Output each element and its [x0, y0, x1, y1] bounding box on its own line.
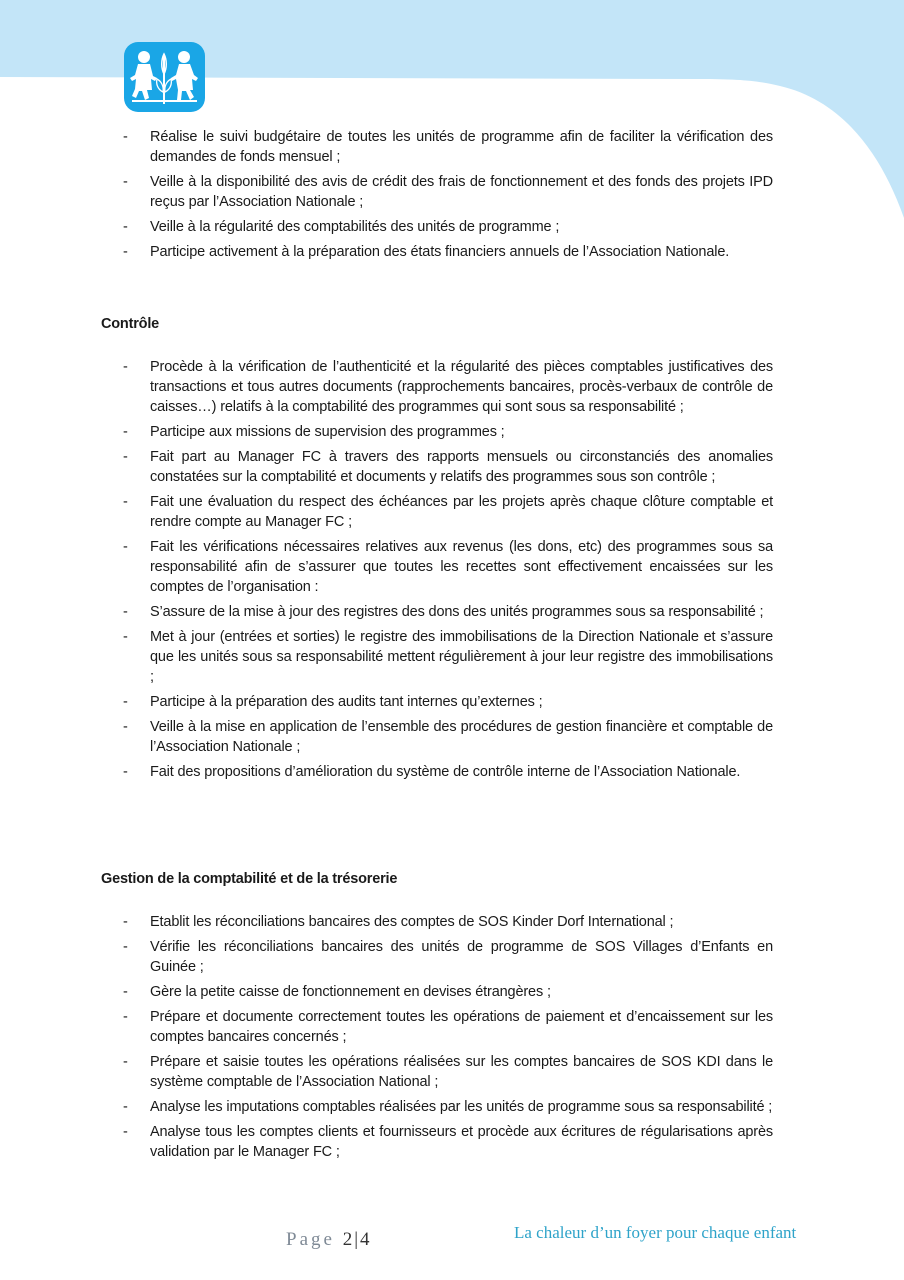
list-item — [0, 627, 904, 687]
list-item — [0, 492, 904, 532]
bullet-dash: - — [123, 174, 128, 190]
footer-slogan: La chaleur d’un foyer pour chaque enfant — [514, 1223, 797, 1242]
bullet-dash: - — [123, 129, 128, 145]
list-item-text: Veille à la disponibilité des avis de crédit des frais de fonctionnement et des fonds des projets IPD reçus par l’Association Nationale ; — [150, 174, 773, 210]
list-item-text: Vérifie les réconciliations bancaires des unités de programme de SOS Villages d’Enfants en Guinée ; — [150, 939, 773, 975]
list-item-text: Participe à la préparation des audits tant internes qu’externes ; — [150, 694, 543, 710]
bullet-dash: - — [123, 539, 128, 555]
list-item — [0, 1052, 904, 1092]
bullet-dash: - — [123, 694, 128, 710]
list-item — [0, 912, 904, 932]
list-item-text: Procède à la vérification de l’authenticité et la régularité des pièces comptables justificatives des transactions et tous autres documents (rapprochements bancaires, procès-verbaux de contrôle de caisses…) relatifs à la comptabilité des programmes qui sont sous sa responsabilité ; — [150, 359, 773, 415]
page-number — [286, 1229, 370, 1251]
list-item-text: Fait les vérifications nécessaires relatives aux revenus (les dons, etc) des programmes sous sa responsabilité afin de s’assurer que toutes les recettes sont effectivement encaissées sur les comptes de l’organisation : — [150, 539, 773, 595]
list-item-text: Prépare et documente correctement toutes les opérations de paiement et d’encaissement sur les comptes bancaires concernés ; — [150, 1009, 773, 1045]
list-item-text: Prépare et saisie toutes les opérations réalisées sur les comptes bancaires de SOS KDI dans le système comptable de l’Association National ; — [150, 1054, 773, 1090]
list-item — [0, 1007, 904, 1047]
bullet-dash: - — [123, 494, 128, 510]
bullet-dash: - — [123, 1124, 128, 1140]
list-item-text: S’assure de la mise à jour des registres des dons des unités programmes sous sa responsabilité ; — [150, 604, 764, 620]
sos-childrens-villages-logo-icon — [124, 42, 205, 112]
bullet-dash: - — [123, 244, 128, 260]
list-item — [0, 127, 904, 167]
list-item — [0, 242, 904, 262]
controle-list — [0, 357, 904, 787]
list-item-text: Etablit les réconciliations bancaires des comptes de SOS Kinder Dorf International ; — [150, 914, 674, 930]
list-item — [0, 717, 904, 757]
bullet-dash: - — [123, 604, 128, 620]
list-item — [0, 357, 904, 417]
list-item — [0, 982, 904, 1002]
bullet-dash: - — [123, 764, 128, 780]
list-item-text: Fait une évaluation du respect des échéances par les projets après chaque clôture comptable et rendre compte au Manager FC ; — [150, 494, 773, 530]
page-current: 2 — [342, 1229, 353, 1250]
bullet-dash: - — [123, 1054, 128, 1070]
list-item — [0, 692, 904, 712]
bullet-dash: - — [123, 359, 128, 375]
list-item — [0, 1097, 904, 1117]
section-heading-controle: Contrôle — [101, 316, 160, 332]
page-total: 4 — [360, 1229, 370, 1250]
list-item — [0, 937, 904, 977]
list-item-text: Fait des propositions d’amélioration du système de contrôle interne de l’Association Nationale. — [150, 764, 741, 780]
list-item-text: Fait part au Manager FC à travers des rapports mensuels ou circonstanciés des anomalies constatées sur la comptabilité et documents y relatifs des programmes sous son contrôle ; — [150, 449, 773, 485]
bullet-dash: - — [123, 914, 128, 930]
list-item-text: Met à jour (entrées et sorties) le registre des immobilisations de la Direction Nationale et s’assure que les unités sous sa responsabilité mettent régulièrement à jour leur registre des immobilisations ; — [150, 629, 773, 685]
list-item-text: Gère la petite caisse de fonctionnement en devises étrangères ; — [150, 984, 551, 1000]
list-item — [0, 447, 904, 487]
list-item — [0, 172, 904, 212]
section-heading-gestion: Gestion de la comptabilité et de la trésorerie — [101, 871, 398, 887]
bullet-dash: - — [123, 219, 128, 235]
bullet-dash: - — [123, 984, 128, 1000]
list-item-text: Analyse tous les comptes clients et fournisseurs et procède aux écritures de régularisations après validation par le Manager FC ; — [150, 1124, 773, 1160]
list-item-text: Réalise le suivi budgétaire de toutes les unités de programme afin de faciliter la vérification des demandes de fonds mensuel ; — [150, 129, 773, 165]
bullet-dash: - — [123, 1009, 128, 1025]
bullet-dash: - — [123, 1099, 128, 1115]
bullet-dash: - — [123, 629, 128, 645]
bullet-dash: - — [123, 939, 128, 955]
page-separator: | — [354, 1229, 358, 1250]
list-item — [0, 602, 904, 622]
page-label: Page — [286, 1229, 335, 1250]
list-item-text: Participe aux missions de supervision des programmes ; — [150, 424, 505, 440]
list-item — [0, 217, 904, 237]
list-item-text: Analyse les imputations comptables réalisées par les unités de programme sous sa responsabilité ; — [150, 1099, 773, 1115]
list-item-text: Veille à la régularité des comptabilités des unités de programme ; — [150, 219, 560, 235]
list-item-text: Participe activement à la préparation des états financiers annuels de l’Association Nationale. — [150, 244, 730, 260]
bullet-dash: - — [123, 719, 128, 735]
list-item — [0, 537, 904, 597]
list-item — [0, 422, 904, 442]
gestion-list — [0, 912, 904, 1167]
bullet-dash: - — [123, 424, 128, 440]
list-item — [0, 762, 904, 782]
intro-list — [0, 127, 904, 267]
list-item-text: Veille à la mise en application de l’ensemble des procédures de gestion financière et comptable de l’Association Nationale ; — [150, 719, 773, 755]
bullet-dash: - — [123, 449, 128, 465]
list-item — [0, 1122, 904, 1162]
